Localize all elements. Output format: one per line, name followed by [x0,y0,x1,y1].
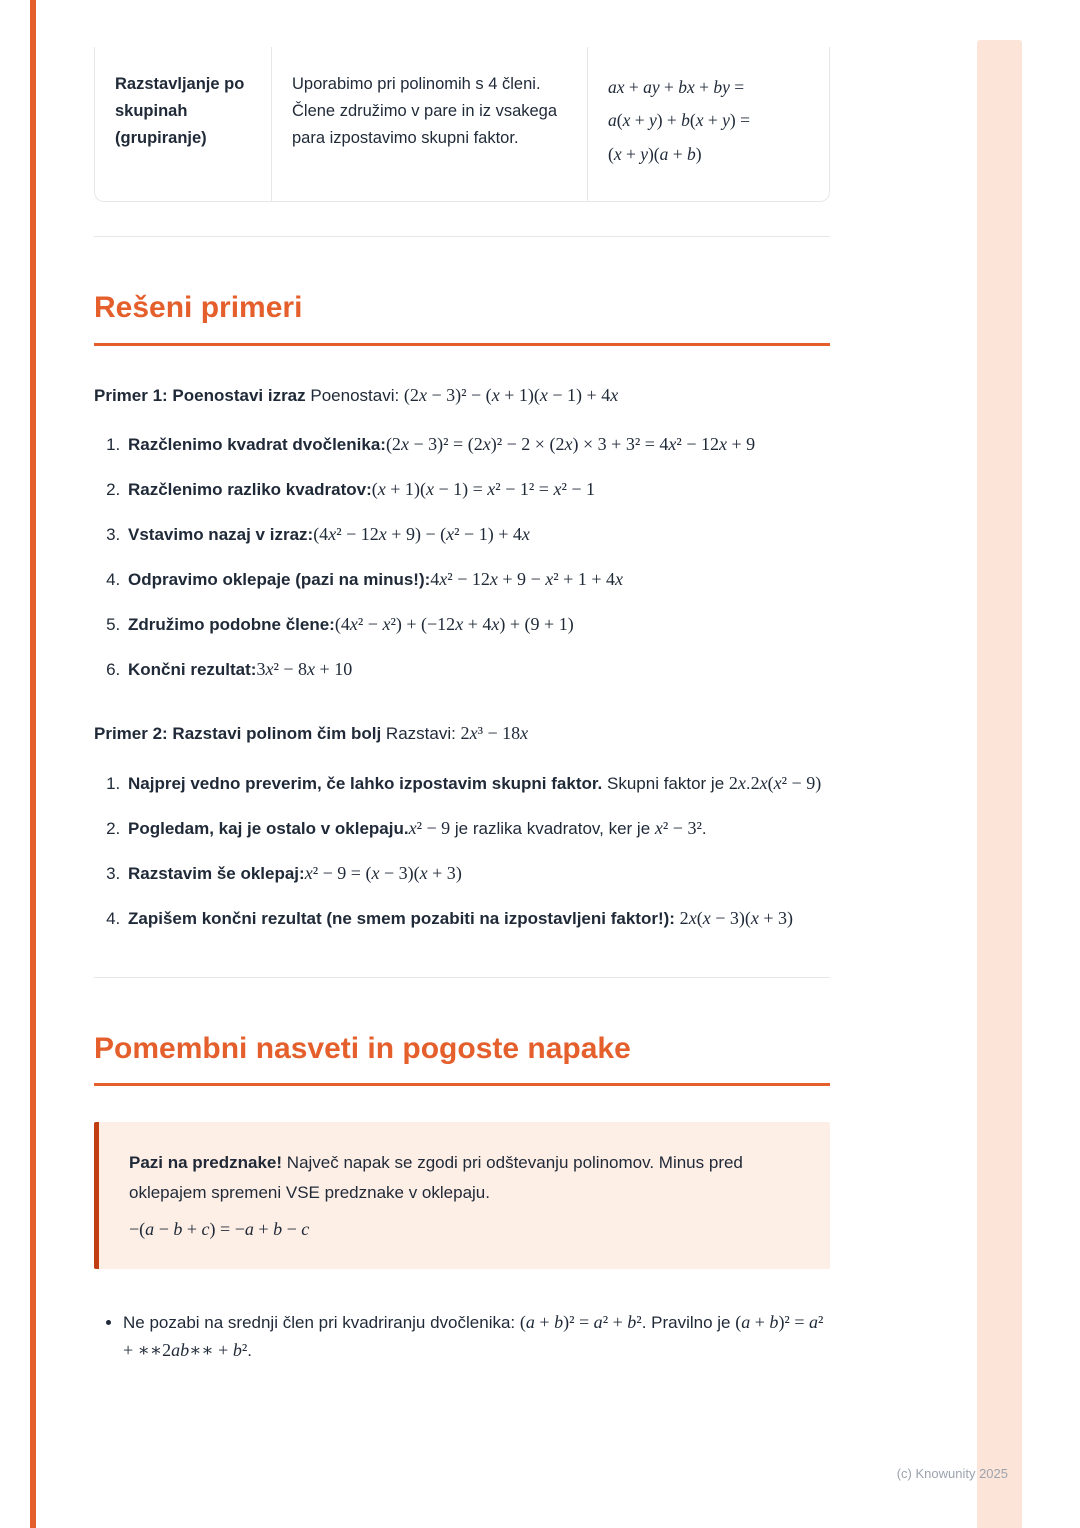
text-bold: Primer 1: Poenostavi izraz [94,385,306,405]
math-expression: 2x³ − 18x [460,722,529,743]
math-expression: −(a − b + c) = −a + b − c [129,1218,310,1239]
text-run: . [247,1341,253,1361]
list-item [125,431,830,459]
section-divider [94,977,830,978]
section-divider [94,236,830,237]
table-cell-formula [587,47,829,201]
text-run: Poenostavi: [305,385,404,405]
warning-callout [94,1122,830,1269]
section-title-solved-examples: Rešeni primeri [94,289,830,346]
primer2-heading [94,720,830,748]
text-bold: Razčlenimo kvadrat dvočlenika: [128,435,386,455]
table-cell-method-name: Razstavljanje po skupinah (grupiranje) [115,75,245,148]
math-expression: (4x² − 12x + 9) − (x² − 1) + 4x [313,524,530,545]
math-expression: x² − 9 [408,817,451,838]
math-expression: x² − 9 = (x − 3)(x + 3) [304,862,462,883]
formula-line [608,138,809,171]
math-expression: (a + b)² = a² + b² [519,1312,642,1333]
formula-line [608,71,809,104]
math-expression: x² − 3² [654,817,702,838]
text-bold: Najprej vedno preverim, če lahko izpostavim skupni faktor. [128,773,603,793]
copyright-notice: (c) Knowunity 2025 [896,1465,1008,1481]
text-run: Razstavi: [381,723,461,743]
text-bold: Razstavim še oklepaj: [128,863,305,883]
primer1-heading [94,382,830,410]
next-page-preview-strip [977,40,1022,1528]
math-expression: (2x − 3)² = (2x)² − 2 × (2x) × 3 + 3² = 4x² − 12x + 9 [385,434,756,455]
page-edge-accent-bar [30,0,36,1528]
text-run: . Pravilno je [641,1313,736,1333]
primer2-steps [94,770,830,933]
section-title-tips: Pomembni nasveti in pogoste napake [94,1030,830,1087]
math-expression: (x + 1)(x − 1) = x² − 1² = x² − 1 [371,479,596,500]
text-bold: Končni rezultat: [128,660,257,680]
callout-text [129,1148,800,1208]
primer1-steps [94,431,830,684]
math-expression: (2x − 3)² − (x + 1)(x − 1) + 4x [403,384,619,405]
math-expression: 2x [728,772,746,793]
text-run: Ne pozabi na srednji člen pri kvadriranju dvočlenika: [123,1313,520,1333]
text-run: je razlika kvadratov, ker je [450,818,655,838]
math-expression: ax + ay + bx + by = [608,77,745,97]
list-item [125,815,830,843]
math-expression: 4x² − 12x + 9 − x² + 1 + 4x [430,569,624,590]
math-expression: a(x + y) + b(x + y) = [608,110,750,131]
math-expression: 2x(x² − 9) [750,772,822,793]
text-run: . [701,818,707,838]
text-bold: Odpravimo oklepaje (pazi na minus!): [128,570,431,590]
text-run: Največ napak se zgodi pri odštevanju polinomov. Minus pred oklepajem spremeni VSE predznake v oklepaju. [129,1153,743,1202]
list-item [125,656,830,684]
text-bold: Pazi na predznake! [129,1153,283,1173]
math-expression: (x + y)(a + b) [608,143,702,164]
text-bold: Pogledam, kaj je ostalo v oklepaju. [128,818,409,838]
math-expression: 3x² − 8x + 10 [256,659,353,680]
text-bold: Vstavimo nazaj v izraz: [128,525,314,545]
text-bold: Primer 2: Razstavi polinom čim bolj [94,723,382,743]
list-item [125,905,830,933]
text-run: Skupni faktor je [602,773,729,793]
list-item [125,476,830,504]
factoring-methods-table [94,47,830,202]
math-expression: 2x(x − 3)(x + 3) [679,907,794,928]
page-content [94,0,830,1377]
text-bold: Razčlenimo razliko kvadratov: [128,480,372,500]
math-expression: (a + b)² = a² + ∗∗2ab∗∗ + b² [123,1312,824,1361]
text-bold: Zapišem končni rezultat (ne smem pozabiti na izpostavljeni faktor!): [128,908,675,928]
table-cell-description: Uporabimo pri polinomih s 4 členi. Člene združimo v pare in iz vsakega para izpostavimo skupni faktor. [271,47,587,201]
list-item [125,860,830,888]
text-run: . [745,773,751,793]
list-item [125,770,830,798]
list-item [123,1309,830,1365]
callout-formula [129,1214,800,1246]
list-item [125,521,830,549]
math-expression: (4x² − x²) + (−12x + 4x) + (9 + 1) [334,614,574,635]
formula-line [608,104,809,137]
tips-list [94,1309,830,1365]
list-item [125,611,830,639]
list-item [125,566,830,594]
text-bold: Združimo podobne člene: [128,615,335,635]
